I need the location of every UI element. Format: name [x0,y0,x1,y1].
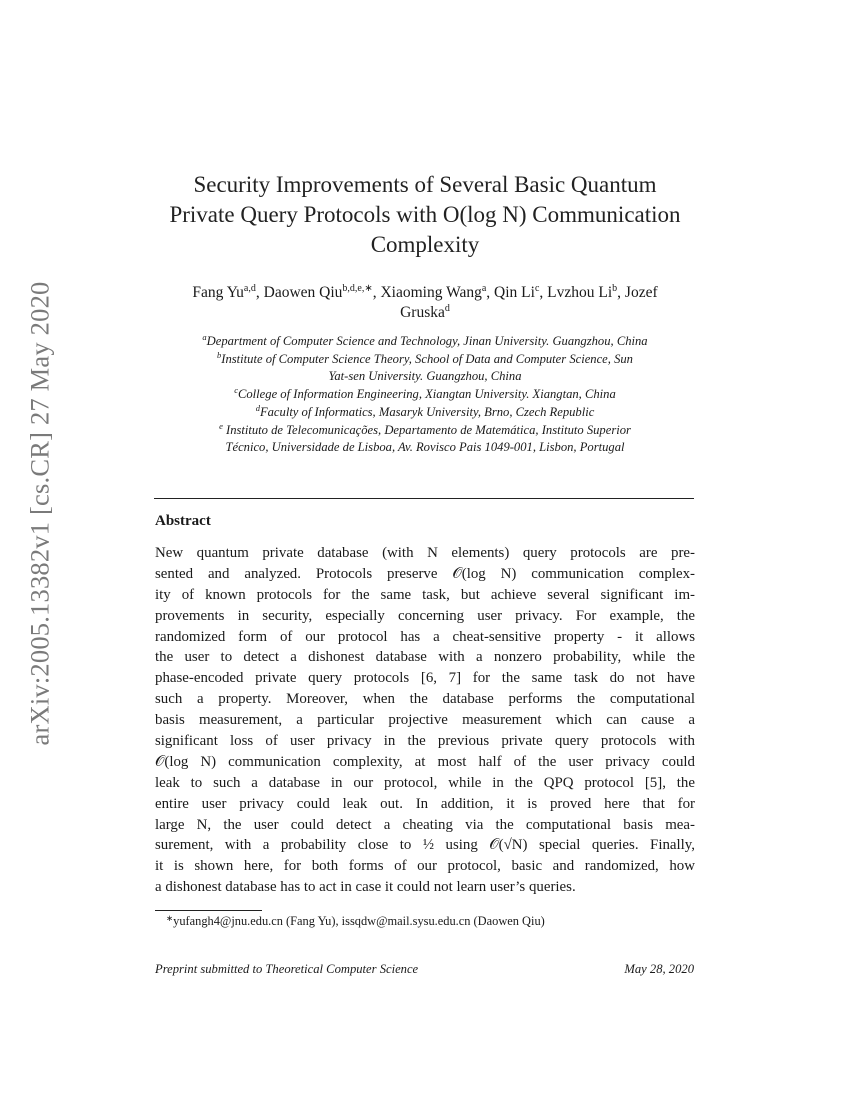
title-line: Complexity [370,232,480,257]
abstract-line: New quantum private database (with N elements) query protocols are pre- [155,545,695,561]
arxiv-sidebar-stamp [20,258,60,768]
affiliation-continued: Yat-sen University. Guangzhou, China [328,369,522,384]
author-line [150,303,700,323]
abstract-line: ity of known protocols for the same task, but achieve several significant im- [155,586,695,603]
affiliation-mark: c [234,385,238,396]
author-name: Gruska [400,304,445,321]
abstract-line: basis measurement, a particular projective measurement which can cause a [155,712,695,729]
affiliation-mark: b [217,349,222,360]
author-name: Jozef [624,284,658,301]
author-affiliation-mark: a [481,283,487,294]
affiliation-continued: Técnico, Universidade de Lisboa, Av. Rovisco Pais 1049-001, Lisbon, Portugal [225,440,625,455]
abstract-line: large N, the user could detect a cheating via the computational basis mea- [155,816,695,833]
affiliation-mark: a [202,332,207,342]
abstract-line: 𝒪(log N) communication complexity, at most half of the user privacy could [155,753,695,770]
affiliation-text: College of Information Engineering, Xiangtan University. Xiangtan, China [237,387,616,402]
abstract-line: phase-encoded private query protocols [6, 7] for the same task do not have [155,670,695,687]
preprint-date: May 28, 2020 [624,962,694,976]
affiliation-mark: e [219,420,223,431]
affiliation [150,333,700,351]
affiliation [150,351,700,369]
author-name: Xiaoming Wang [380,284,482,301]
author-affiliation-mark: c [534,283,540,294]
abstract-line: the user to detect a dishonest database with a nonzero probability, while the [155,649,695,666]
affiliation [150,404,700,422]
title-line: Security Improvements of Several Basic Quantum [193,172,657,197]
paper-title [130,170,720,260]
author-affiliation-mark: d [444,303,450,314]
author-name: Daowen Qiu [263,284,343,301]
author-list [150,283,700,323]
abstract-heading: Abstract [155,513,211,529]
abstract-body [155,543,695,898]
author-affiliation-mark: a,d [243,283,256,294]
author-line: Fang Yu$^{a,d}$, Daowen Qiu$^{b,d,e,∗}$, Xiaoming Wang$^a$, Qin Li$^c$, Lvzhou Li$^b$, Jozef [192,283,658,301]
author-name: Qin Li [494,284,535,301]
author-name: Lvzhou Li [547,284,613,301]
affiliation [150,422,700,440]
affiliation-text: Institute of Computer Science Theory, School of Data and Computer Science, Sun [221,351,633,366]
footnote-rule [155,910,262,911]
footnote-mark: ∗ [166,913,174,923]
affiliation-text: Faculty of Informatics, Masaryk University, Brno, Czech Republic [259,404,595,419]
abstract-line: significant loss of user privacy in the previous private query protocols with [155,733,695,750]
abstract-line: such a property. Moreover, when the database performs the computational [155,691,695,708]
affiliation-text: Department of Computer Science and Technology, Jinan University. Guangzhou, China [206,334,648,348]
arxiv-identifier: arXiv:2005.13382v1 [cs.CR] 27 May 2020 [24,281,55,745]
abstract-line: a dishonest database has to act in case it could not learn user’s queries. [155,879,576,896]
author-name: Fang Yu [192,284,244,301]
affiliation [150,386,700,404]
footnote [166,914,545,929]
abstract-line: sented and analyzed. Protocols preserve 𝒪(log N) communication complex- [155,565,695,582]
title-line: Private Query Protocols with O(log N) Communication [169,202,681,227]
footnote-text: yufangh4@jnu.edu.cn (Fang Yu), issqdw@mail.sysu.edu.cn (Daowen Qiu) [173,914,545,928]
abstract-line: surement, with a probability close to ½ using 𝒪(√N) special queries. Finally, [155,837,695,854]
affiliation-list [150,333,700,457]
abstract-line: leak to such a database in our protocol, while in the QPQ protocol [5], the [155,774,695,791]
abstract-line: randomized form of our protocol has a cheat-sensitive property - it allows [155,628,695,645]
preprint-notice: Preprint submitted to Theoretical Computer Science [155,962,419,976]
abstract-top-rule [154,498,694,499]
abstract-line: entire user privacy could leak out. In addition, it is proved here that for [155,795,695,812]
abstract-line: it is shown here, for both forms of our protocol, basic and randomized, how [155,858,695,875]
author-affiliation-mark: b [612,283,618,294]
abstract-line: provements in security, especially concerning user privacy. For example, the [155,607,695,624]
affiliation-text: Instituto de Telecomunicações, Departamento de Matemática, Instituto Superior [226,422,631,437]
author-affiliation-mark: b,d,e,∗ [342,283,373,294]
affiliation-mark: d [255,402,260,413]
